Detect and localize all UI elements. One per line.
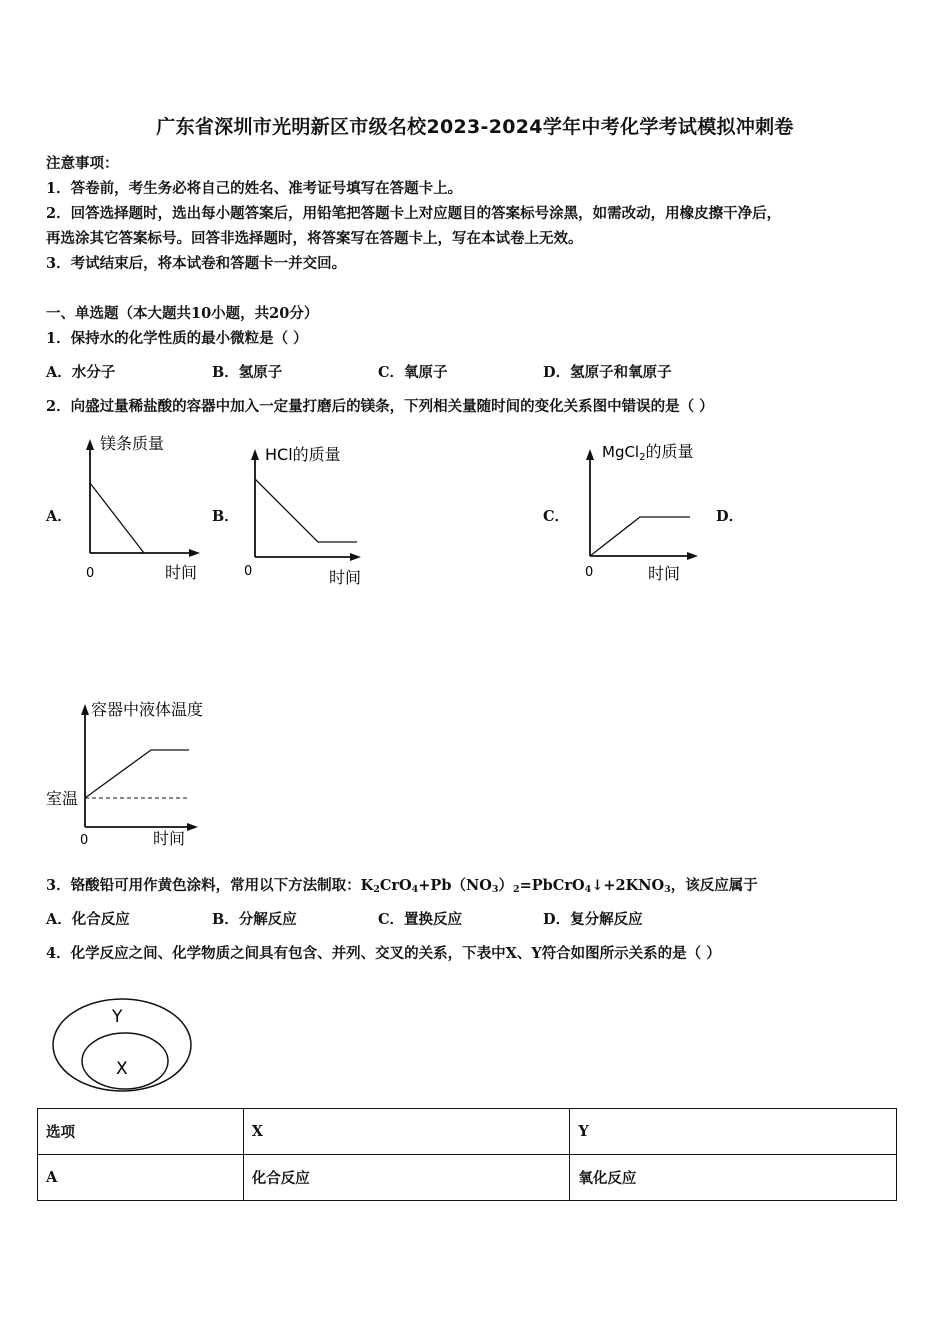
- question-3-option-a: A．化合反应: [46, 911, 130, 928]
- graph-c: [560, 435, 720, 595]
- table-cell: 化合反应: [243, 1155, 570, 1201]
- x-axis-label: 时间: [648, 564, 681, 583]
- origin-label: 0: [86, 566, 95, 581]
- inner-label: X: [116, 1059, 128, 1079]
- question-3-option-b: B．分解反应: [212, 911, 297, 928]
- y-axis-arrow: [586, 449, 594, 460]
- room-temp-label: 室温: [46, 789, 79, 808]
- x-axis-arrow: [350, 553, 361, 561]
- table-row: [38, 1155, 897, 1201]
- notice-item: 2．回答选择题时，选出每小题答案后，用铅笔把答题卡上对应题目的答案标号涂黑，如需改动，用橡皮擦干净后，: [46, 205, 782, 222]
- page-title: 广东省深圳市光明新区市级名校2023-2024学年中考化学考试模拟冲刺卷: [156, 116, 794, 138]
- data-line: [90, 483, 144, 553]
- question-1-stem: 1．保持水的化学性质的最小微粒是（ ）: [46, 330, 308, 347]
- question-2-stem: 2．向盛过量稀盐酸的容器中加入一定量打磨后的镁条，下列相关量随时间的变化关系图中错误的是（ ）: [46, 398, 714, 415]
- x-axis-label: 时间: [165, 563, 198, 582]
- chemical-equation: $K_2CrO_4+Pb(NO_3)_2=PbCrO_4↓+2KNO_3$: [360, 877, 671, 895]
- venn-diagram: [48, 995, 198, 1095]
- x-axis-label: 时间: [153, 829, 186, 848]
- data-line: [590, 517, 690, 556]
- table-cell: 氧化反应: [570, 1155, 897, 1201]
- graph-a: [60, 425, 210, 590]
- data-line: [85, 750, 189, 798]
- origin-label: 0: [585, 565, 594, 580]
- notice-heading: 注意事项：: [46, 155, 119, 172]
- y-axis-arrow: [81, 704, 89, 715]
- question-4-stem: 4．化学反应之间、化学物质之间具有包含、并列、交叉的关系，下表中X、Y符合如图所示关系的是（ ）: [46, 945, 721, 962]
- answer-table: [37, 1108, 897, 1201]
- y-axis-label: MgCl$_2$的质量: [602, 442, 694, 463]
- question-3-option-c: C．置换反应: [378, 911, 463, 928]
- graph-label-a: A．: [46, 508, 72, 525]
- x-axis-arrow: [189, 549, 200, 557]
- table-header-row: [38, 1109, 897, 1155]
- question-3-stem: 3．铬酸铅可用作黄色涂料，常用以下方法制取：$K_2CrO_4+Pb(NO_3)_2=PbCrO_4↓+2KNO_3$，该反应属于: [46, 877, 758, 895]
- x-axis-label: 时间: [329, 568, 362, 587]
- origin-label: 0: [80, 833, 89, 848]
- graph-label-d: D．: [716, 508, 744, 525]
- y-axis-arrow: [251, 449, 259, 460]
- x-axis-arrow: [687, 552, 698, 560]
- graph-d: [44, 690, 234, 855]
- graph-label-b: B．: [212, 508, 239, 525]
- x-axis-arrow: [187, 823, 198, 831]
- data-line: [255, 479, 357, 542]
- section-heading: 一、单选题（本大题共10小题，共20分）: [46, 305, 319, 322]
- graph-b: [225, 435, 375, 595]
- notice-item: 1．答卷前，考生务必将自己的姓名、准考证号填写在答题卡上。: [46, 180, 463, 197]
- question-1-option-d: D．氢原子和氧原子: [543, 364, 672, 381]
- y-axis-label: 镁条质量: [100, 434, 165, 453]
- question-3-option-d: D．复分解反应: [543, 911, 643, 928]
- table-header-cell: Y: [570, 1109, 897, 1155]
- table-header-cell: 选项: [38, 1109, 244, 1155]
- table-cell: A: [38, 1155, 244, 1201]
- origin-label: 0: [244, 564, 253, 579]
- notice-item: 再选涂其它答案标号。回答非选择题时，将答案写在答题卡上，写在本试卷上无效。: [46, 230, 583, 247]
- y-axis-arrow: [86, 439, 94, 450]
- table-header-cell: X: [243, 1109, 570, 1155]
- notice-item: 3．考试结束后，将本试卷和答题卡一并交回。: [46, 255, 347, 272]
- question-1-option-c: C．氧原子: [378, 364, 448, 381]
- graph-label-c: C．: [543, 508, 570, 525]
- y-axis-label: HCl的质量: [265, 445, 341, 464]
- question-1-option-a: A．水分子: [46, 364, 116, 381]
- y-axis-label: 容器中液体温度: [91, 700, 204, 719]
- outer-label: Y: [112, 1007, 123, 1027]
- question-1-option-b: B．氢原子: [212, 364, 283, 381]
